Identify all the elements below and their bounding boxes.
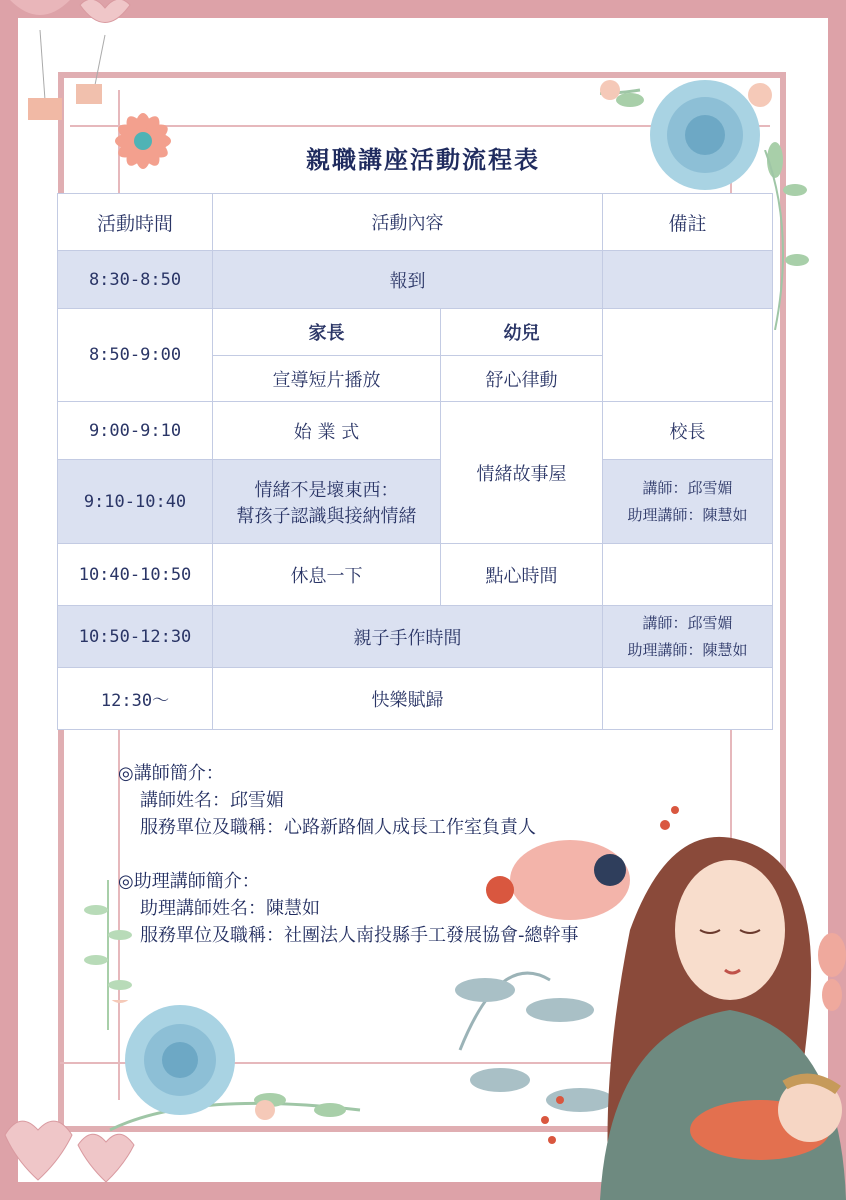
pink-bud-icon	[812, 920, 846, 1020]
row-content: 快樂賦歸	[213, 668, 603, 730]
header-time: 活動時間	[58, 194, 213, 251]
page-title: 親職講座活動流程表	[306, 146, 540, 174]
lecturer-org: 服務單位及職稱：心路新路個人成長工作室負責人	[140, 817, 536, 838]
child-activity: 舒心律動	[441, 356, 603, 402]
parent-activity: 宣導短片播放	[213, 356, 441, 402]
assistant-org: 服務單位及職稱：社團法人南投縣手工發展協會-總幹事	[140, 925, 579, 946]
row-content: 始 業 式	[213, 402, 441, 460]
table-header-row	[58, 194, 773, 251]
row-note	[603, 251, 773, 309]
schedule-table	[57, 193, 773, 730]
row-note	[603, 668, 773, 730]
row-time: 12:30～	[58, 668, 213, 730]
row-note: 校長	[603, 402, 773, 460]
child-label: 幼兒	[441, 309, 603, 356]
assistant-name: 助理講師姓名：陳慧如	[140, 898, 320, 919]
heart-bottom-icon	[0, 1110, 140, 1200]
row-time: 10:50-12:30	[58, 606, 213, 668]
lecturer-heading: ◎講師簡介：	[118, 763, 224, 784]
table-row	[58, 544, 773, 606]
table-row	[58, 309, 773, 356]
child-activity: 點心時間	[441, 544, 603, 606]
lecturer-name: 講師姓名：邱雪媚	[140, 790, 284, 811]
row-content: 休息一下	[213, 544, 441, 606]
row-note-line2: 助理講師：陳慧如	[627, 640, 748, 659]
row-content: 報到	[213, 251, 603, 309]
row-time: 10:40-10:50	[58, 544, 213, 606]
header-content: 活動內容	[213, 194, 603, 251]
table-row	[58, 251, 773, 309]
row-time: 9:10-10:40	[58, 460, 213, 544]
row-content-line2: 幫孩子認識與接納情緒	[236, 505, 417, 527]
child-merged-activity: 情緒故事屋	[441, 402, 603, 544]
table-row	[58, 606, 773, 668]
table-row	[58, 402, 773, 460]
row-note-line1: 講師：邱雪媚	[642, 478, 733, 497]
row-note	[603, 460, 773, 544]
row-note-line1: 講師：邱雪媚	[642, 613, 733, 632]
parent-label: 家長	[213, 309, 441, 356]
row-note-line2: 助理講師：陳慧如	[627, 505, 748, 524]
row-note	[603, 309, 773, 402]
assistant-heading: ◎助理講師簡介：	[118, 871, 260, 892]
row-time: 9:00-9:10	[58, 402, 213, 460]
row-time: 8:30-8:50	[58, 251, 213, 309]
row-note	[603, 544, 773, 606]
row-time: 8:50-9:00	[58, 309, 213, 402]
row-note	[603, 606, 773, 668]
table-row	[58, 668, 773, 730]
row-content	[213, 460, 441, 544]
row-content: 親子手作時間	[213, 606, 603, 668]
table-row	[58, 460, 773, 544]
header-note: 備註	[603, 194, 773, 251]
row-content-line1: 情緒不是壞東西：	[254, 479, 399, 501]
bio-section	[118, 760, 579, 949]
